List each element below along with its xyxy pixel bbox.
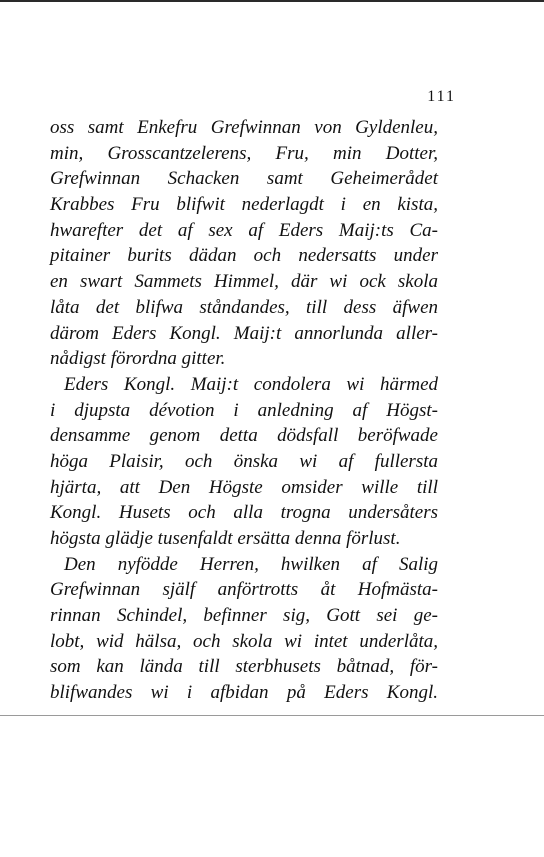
text-line: nådigst förordna gitter. <box>50 348 226 370</box>
text-line: Eders Kongl. Maij:t condolera wi härmed <box>64 373 438 395</box>
text-line: Grefwinnan Schacken samt Geheimerådet <box>50 168 438 190</box>
text-line: låta det blifwa ståndandes, till dess äfwen <box>50 296 438 318</box>
text-line: hjärta, att Den Högste omsider wille till <box>50 476 438 498</box>
text-line: en swart Sammets Himmel, där wi ock skola <box>50 271 438 293</box>
text-line: Kongl. Husets och alla trogna undersåters <box>50 502 438 524</box>
text-line: höga Plaisir, och önska wi af fullersta <box>50 450 438 472</box>
text-line: densamme genom detta dödsfall beröfwade <box>50 425 438 447</box>
text-line: Grefwinnan själf anförtrotts åt Hofmästa- <box>50 579 438 601</box>
text-line: Krabbes Fru blifwit nederlagdt i en kista, <box>50 194 438 216</box>
text-line: som kan lända till sterbhusets båtnad, för- <box>50 656 438 678</box>
body-text <box>50 115 438 706</box>
text-line: högsta glädje tusenfaldt ersätta denna förlust. <box>50 528 401 549</box>
top-rule <box>0 0 544 2</box>
text-line: därom Eders Kongl. Maij:t annorlunda aller- <box>50 322 438 344</box>
text-line: pitainer burits dädan och nedersatts under <box>50 245 438 267</box>
text-line: i djupsta dévotion i anledning af Högst- <box>50 399 438 421</box>
text-line: oss samt Enkefru Grefwinnan von Gyldenleu, <box>50 117 438 138</box>
page-number: 111 <box>427 88 456 105</box>
text-line: blifwandes wi i afbidan på Eders Kongl. <box>50 682 438 704</box>
text-line: hwarefter det af sex af Eders Maij:ts Ca- <box>50 219 438 241</box>
bottom-rule <box>0 715 544 716</box>
text-line: rinnan Schindel, befinner sig, Gott sei ge- <box>50 605 438 627</box>
text-line: Den nyfödde Herren, hwilken af Salig <box>64 553 438 575</box>
text-line: min, Grosscantzelerens, Fru, min Dotter, <box>50 142 438 164</box>
text-line: lobt, wid hälsa, och skola wi intet underlåta, <box>50 630 438 652</box>
